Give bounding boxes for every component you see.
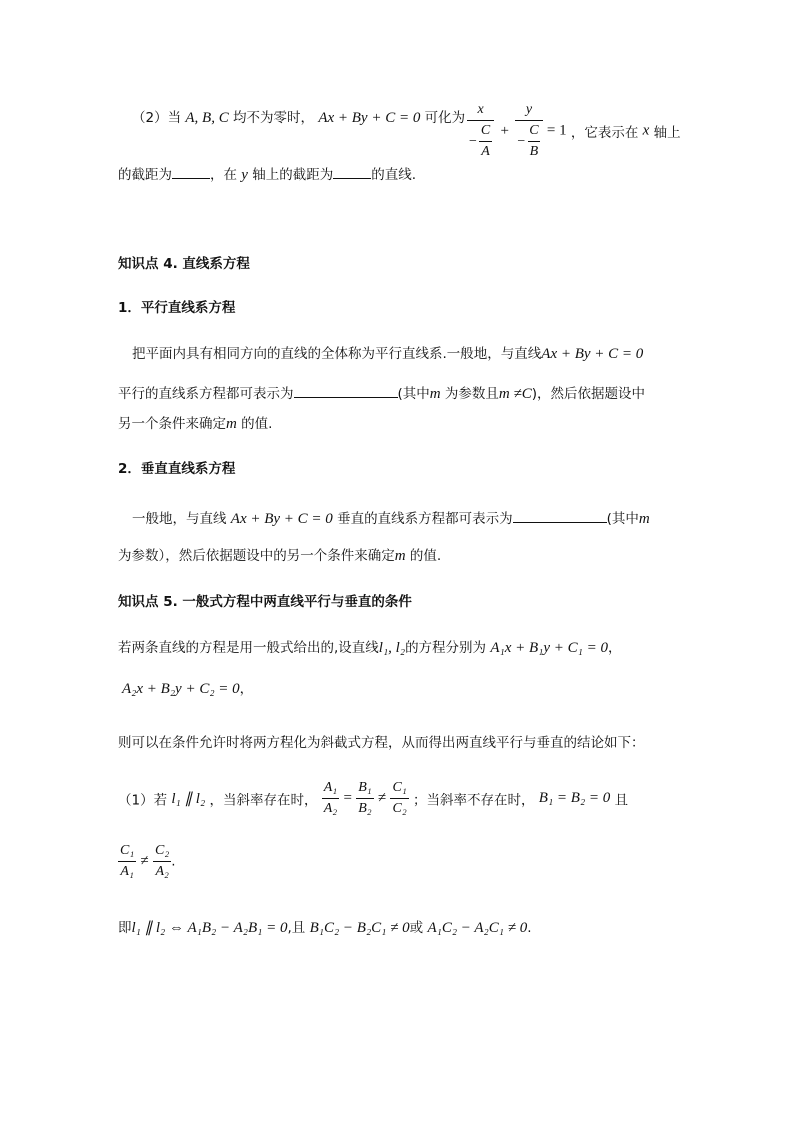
text: 且: [614, 792, 629, 809]
condition-a: A₁C₂ − A₂C₁ ≠ 0: [427, 920, 528, 936]
var-m: m: [638, 511, 650, 527]
text: （2）当: [132, 110, 182, 126]
text: 可化为: [424, 110, 466, 126]
not-equal-sign: ≠: [140, 853, 149, 869]
kp5-heading: 知识点 5. 一般式方程中两直线平行与垂直的条件: [118, 594, 412, 610]
var-m: m: [394, 548, 406, 564]
var-m: m: [226, 416, 237, 432]
kp4-p1-line2: [118, 383, 645, 404]
text: 为参数），然后依据题设中的另一个条件来确定: [118, 548, 395, 564]
denominator: − $\frac{C}{A}$: [467, 120, 494, 162]
denominator: − $\frac{C}{B}$: [515, 120, 542, 162]
text: ，当斜率存在时，: [209, 792, 318, 809]
text: ，: [239, 681, 254, 697]
numerator: C: [529, 123, 539, 138]
inner-fraction: [479, 121, 492, 162]
text: 轴上的截距为: [252, 167, 334, 183]
kp5-cond1-line3: [118, 918, 532, 938]
text: 或: [409, 920, 424, 936]
condition: m ≠C: [498, 386, 532, 402]
denominator: B₂: [356, 798, 373, 819]
numerator: C: [480, 123, 491, 138]
text: 即: [118, 920, 132, 936]
kp4-p2-line2: [118, 546, 441, 566]
denominator: A: [479, 141, 492, 162]
denominator: A₁: [118, 861, 135, 882]
intercept-form-line: [132, 108, 465, 128]
text: 平行的直线系方程都可表示为: [118, 386, 294, 402]
kp4-p1-line1: [132, 344, 643, 364]
general-equation: Ax + By + C = 0: [318, 110, 421, 126]
text: (其中: [606, 511, 639, 527]
kp5-p1-line2: [122, 679, 253, 699]
answer-blank[interactable]: [172, 164, 210, 179]
kp4-heading: 知识点 4. 直线系方程: [118, 256, 250, 272]
general-equation: Ax + By + C = 0: [230, 511, 333, 527]
text: 垂直的直线系方程都可表示为: [337, 511, 513, 527]
fraction: [467, 100, 494, 162]
var-m: m: [429, 386, 441, 402]
var-y: y: [241, 167, 248, 183]
kp4-sub2: 2．垂直直线系方程: [118, 461, 236, 477]
denominator: B: [528, 141, 541, 162]
text: 的截距为: [118, 167, 172, 183]
fraction: [515, 100, 542, 162]
denominator: A₂: [153, 861, 170, 882]
equation-line1: A₁x + B₁y + C₁ = 0: [490, 640, 609, 656]
not-equal-sign: ≠: [377, 790, 387, 806]
text: .: [527, 920, 532, 936]
text: 一般地，与直线: [132, 511, 227, 527]
fraction-c2-a2: [153, 841, 171, 882]
kp4-p2-line1: [132, 508, 650, 529]
text: 的值.: [241, 416, 273, 432]
text: 把平面内具有相同方向的直线的全体称为平行直线系.一般地，与直线: [132, 346, 542, 362]
text: ，它表示在: [570, 125, 639, 141]
equals-one: = 1: [546, 122, 567, 139]
var-x: x: [642, 122, 650, 139]
numerator: y: [525, 102, 533, 117]
text: （1）若: [118, 792, 168, 809]
fraction-a1-a2: [322, 778, 339, 819]
numerator: C₂: [155, 843, 170, 858]
b-equals-zero: B₁ = B₂ = 0: [538, 790, 611, 806]
numerator: x: [477, 102, 484, 117]
text: 为参数且: [444, 386, 499, 402]
kp4-p1-line3: [118, 414, 272, 434]
kp5-cond1-line2: [118, 841, 176, 882]
text: 均不为零时，: [233, 110, 315, 126]
answer-blank[interactable]: [333, 164, 371, 179]
text: ；当斜率不存在时，: [413, 792, 535, 809]
math-abc: A, B, C: [185, 110, 229, 126]
text: 若两条直线的方程是用一般式给出的,设直线: [118, 640, 379, 656]
equals-sign: =: [343, 790, 352, 806]
text: 的直线.: [371, 167, 417, 183]
text: .: [171, 853, 176, 870]
kp5-cond1-line1: [118, 778, 628, 819]
text: ，: [608, 640, 622, 656]
parallel-iff: l₁ ∥ l₂ ⇔ A₁B₂ − A₂B₁ = 0: [131, 920, 288, 936]
fraction-c1-a1: [118, 841, 136, 882]
inner-fraction: [527, 121, 540, 162]
intercept-fraction-x: x − $\frac{C}{A}$ + y − $\frac{C}{B}$ = 1 ，它表示在 x 轴上: [467, 100, 681, 162]
numerator: C₁: [392, 780, 407, 795]
parallel-statement: l₁ ∥ l₂: [171, 791, 206, 807]
answer-blank[interactable]: [294, 383, 398, 398]
kp4-sub1: 1．平行直线系方程: [118, 300, 236, 316]
answer-blank[interactable]: [513, 508, 607, 523]
text: 的方程分别为: [405, 640, 487, 656]
numerator: A₁: [323, 780, 338, 795]
text: 的值.: [409, 548, 442, 564]
text: ,且: [287, 920, 306, 936]
numerator: C₁: [120, 843, 135, 858]
text: 轴上: [653, 125, 681, 141]
text: ，在: [210, 167, 237, 183]
text: (其中: [397, 386, 430, 402]
lines-l1-l2: l₁, l₂: [378, 640, 406, 656]
denominator: A₂: [322, 798, 339, 819]
fraction-b1-b2: [356, 778, 373, 819]
general-equation: Ax + By + C = 0: [541, 346, 644, 362]
text: )，然后依据题设中: [531, 386, 646, 402]
condition-b: B₁C₂ − B₂C₁ ≠ 0: [309, 920, 410, 936]
denominator: C₂: [390, 798, 408, 819]
equation-line2: A₂x + B₂y + C₂ = 0: [122, 681, 240, 697]
kp5-p1-line1: [118, 638, 622, 658]
numerator: B₁: [358, 780, 372, 795]
intercept-desc-line: [118, 164, 416, 185]
fraction-c1-c2: [390, 778, 408, 819]
text: 另一个条件来确定: [118, 416, 226, 432]
kp5-p2: 则可以在条件允许时将两方程化为斜截式方程，从而得出两直线平行与垂直的结论如下：: [118, 735, 645, 751]
